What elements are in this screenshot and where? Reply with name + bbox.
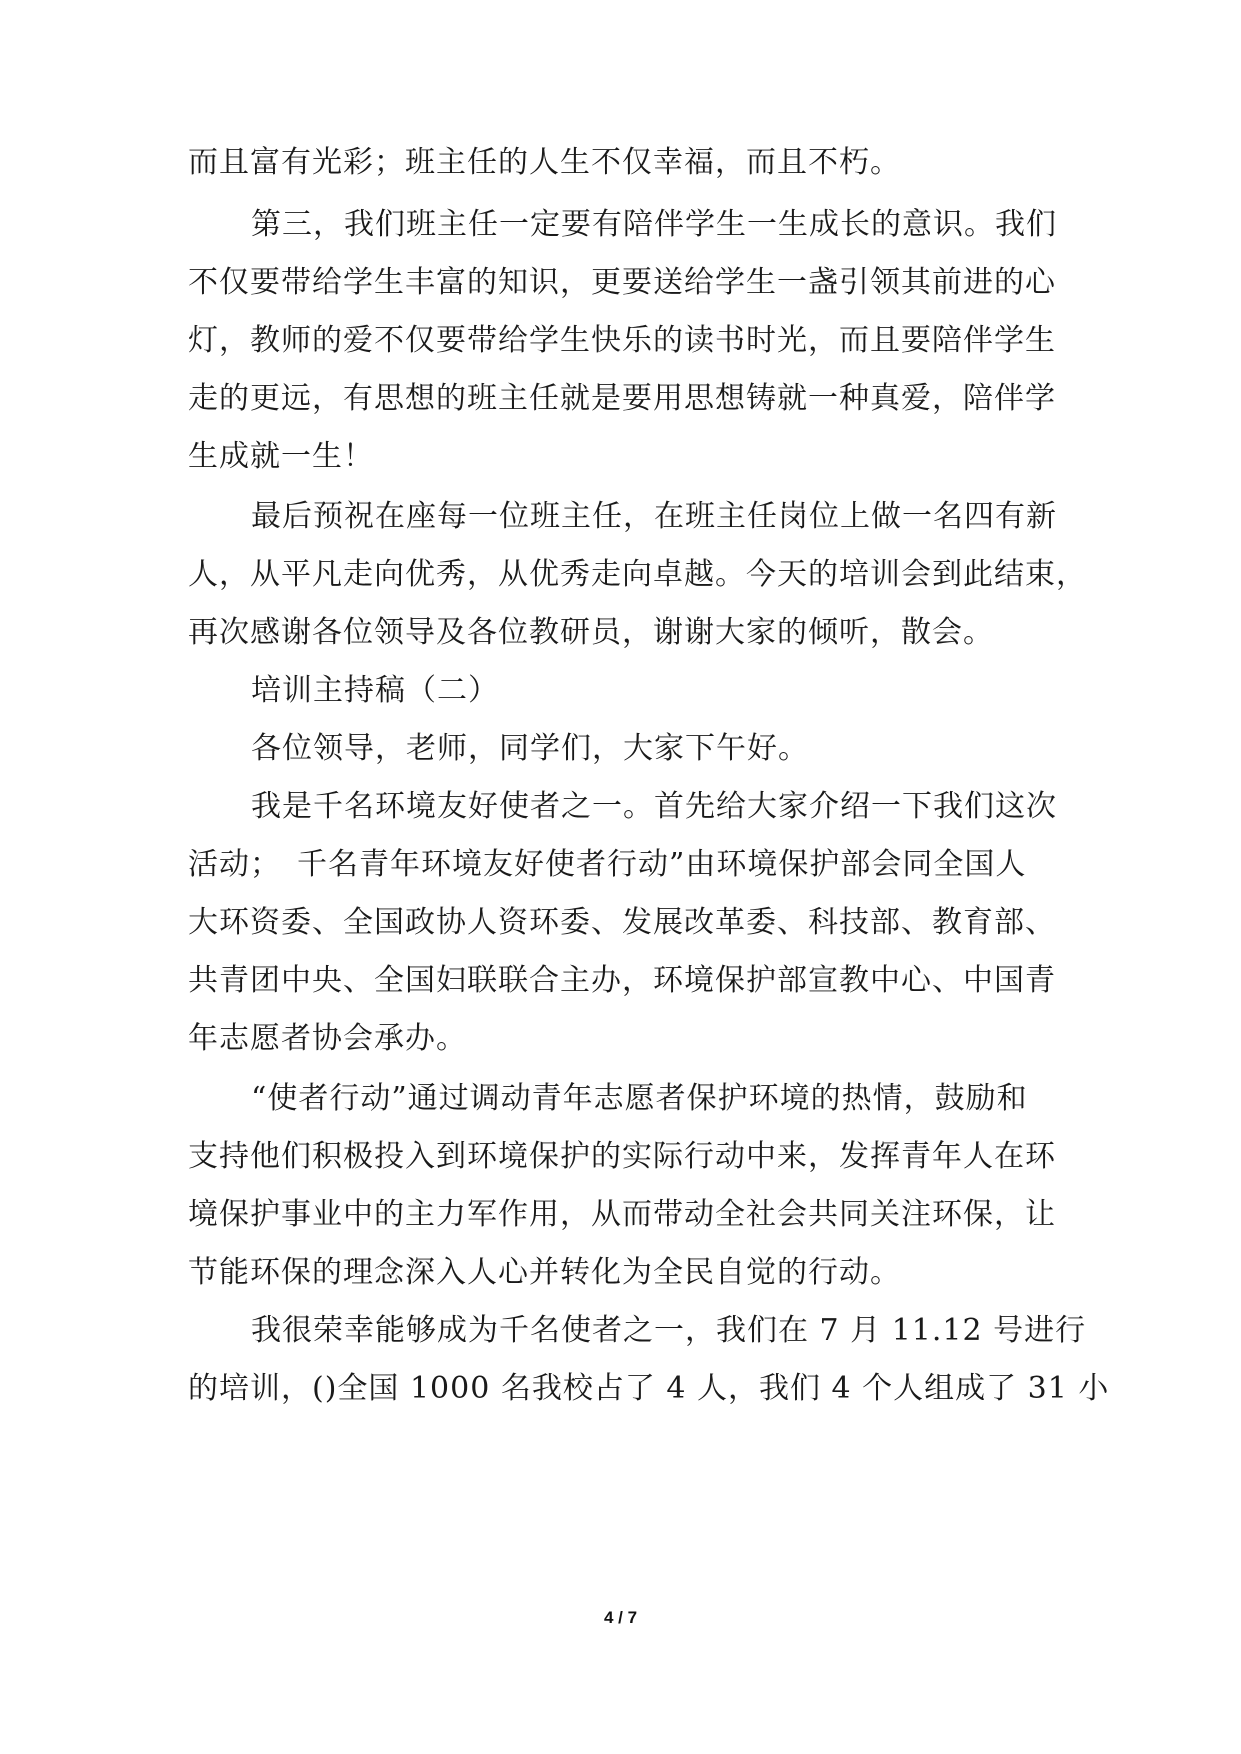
text-line: 的培训，()全国 1000 名我校占了 4 人，我们 4 个人组成了 31 小 <box>188 1371 1110 1406</box>
text-line: 节能环保的理念深入人心并转化为全民自觉的行动。 <box>188 1255 901 1290</box>
section-title: 培训主持稿（二） <box>251 673 499 708</box>
text-line: 第三，我们班主任一定要有陪伴学生一生成长的意识。我们 <box>251 207 1057 242</box>
text-line: 再次感谢各位领导及各位教研员，谢谢大家的倾听，散会。 <box>188 615 994 650</box>
text-line: 各位领导，老师，同学们，大家下午好。 <box>251 731 809 766</box>
text-line: “使者行动”通过调动青年志愿者保护环境的热情，鼓励和 <box>251 1081 1028 1116</box>
text-line: 不仅要带给学生丰富的知识，更要送给学生一盏引领其前进的心 <box>188 265 1056 300</box>
text-line: 走的更远，有思想的班主任就是要用思想铸就一种真爱，陪伴学 <box>188 381 1056 416</box>
text-line: 年志愿者协会承办。 <box>188 1021 467 1056</box>
text-line: 活动； 千名青年环境友好使者行动”由环境保护部会同全国人 <box>188 847 1027 882</box>
text-line: 支持他们积极投入到环境保护的实际行动中来，发挥青年人在环 <box>188 1139 1056 1174</box>
text-line: 最后预祝在座每一位班主任，在班主任岗位上做一名四有新 <box>251 499 1057 534</box>
page-number: 4 / 7 <box>603 1608 638 1627</box>
text-line: 大环资委、全国政协人资环委、发展改革委、科技部、教育部、 <box>188 905 1056 940</box>
text-line: 而且富有光彩；班主任的人生不仅幸福，而且不朽。 <box>188 145 901 180</box>
text-line: 共青团中央、全国妇联联合主办，环境保护部宣教中心、中国青 <box>188 963 1056 998</box>
text-line: 我很荣幸能够成为千名使者之一，我们在 7 月 11.12 号进行 <box>251 1313 1087 1348</box>
text-line: 人，从平凡走向优秀，从优秀走向卓越。今天的培训会到此结束， <box>188 557 1087 592</box>
text-line: 灯，教师的爱不仅要带给学生快乐的读书时光，而且要陪伴学生 <box>188 323 1056 358</box>
text-line: 生成就一生！ <box>188 439 374 474</box>
text-line: 境保护事业中的主力军作用，从而带动全社会共同关注环保，让 <box>188 1197 1056 1232</box>
text-line: 我是千名环境友好使者之一。首先给大家介绍一下我们这次 <box>251 789 1057 824</box>
